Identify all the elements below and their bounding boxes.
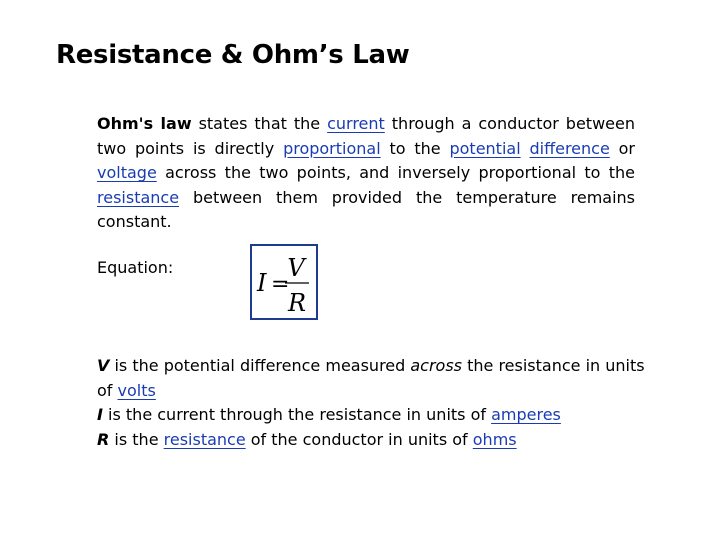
equation-denominator: R xyxy=(287,289,307,317)
equation-equals: = xyxy=(271,272,290,297)
definition-text: between them provided the temperature remains constant. xyxy=(97,187,635,231)
symbol-v: V xyxy=(97,356,110,375)
variable-text: the resistance in units of xyxy=(97,356,645,400)
equation-box xyxy=(250,244,318,320)
variable-i-definition xyxy=(97,403,657,428)
variable-v-definition xyxy=(97,354,657,403)
link-potential[interactable]: potential xyxy=(449,138,521,158)
link-resistance[interactable]: resistance xyxy=(97,187,180,207)
page-title: Resistance & Ohm’s Law xyxy=(56,40,410,70)
equation-label: Equation: xyxy=(97,258,174,277)
equation-numerator: V xyxy=(287,254,305,282)
definition-text: to the xyxy=(380,138,450,158)
symbol-r: R xyxy=(97,429,110,449)
definition-text: through a conductor between two points is directly xyxy=(97,114,635,158)
ohms-law-equation xyxy=(252,246,316,318)
link-proportional[interactable]: proportional xyxy=(283,138,381,158)
term-ohms-law: Ohm's law xyxy=(97,114,192,133)
link-amperes[interactable]: amperes xyxy=(491,405,561,424)
definition-text: or xyxy=(609,138,636,158)
link-difference[interactable]: difference xyxy=(529,138,610,158)
definition-text: across the two points, and inversely proportional to the xyxy=(156,163,635,182)
variable-text: is the xyxy=(109,429,164,449)
link-resistance-2[interactable]: resistance xyxy=(163,429,246,449)
variable-r-definition xyxy=(97,428,657,453)
link-ohms[interactable]: ohms xyxy=(472,429,517,449)
variable-text: is the current through the resistance in units of xyxy=(102,405,492,424)
variable-text: is the potential difference measured xyxy=(109,356,411,375)
symbol-i: I xyxy=(97,405,103,424)
variable-emphasis: across xyxy=(410,356,463,375)
definition-text: states that the xyxy=(191,114,328,133)
equation-lhs: I xyxy=(257,269,267,297)
link-volts[interactable]: volts xyxy=(117,380,156,400)
variable-text: of the conductor in units of xyxy=(245,429,473,449)
ohms-law-definition xyxy=(97,112,635,235)
link-current[interactable]: current xyxy=(327,114,385,133)
link-voltage[interactable]: voltage xyxy=(97,163,157,182)
variable-definitions xyxy=(97,354,657,452)
